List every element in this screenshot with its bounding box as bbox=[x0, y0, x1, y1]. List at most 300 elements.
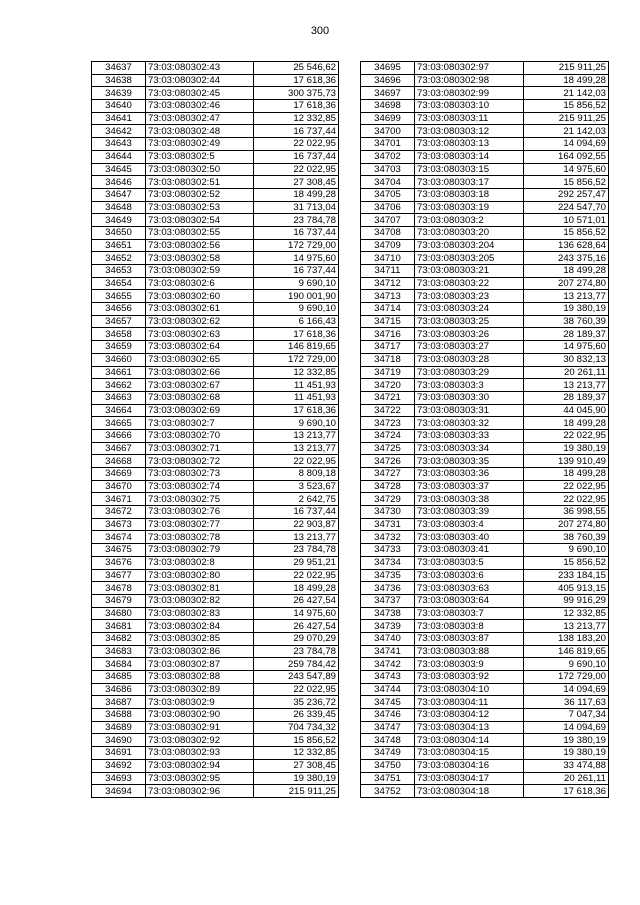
table-row bbox=[361, 468, 609, 481]
table-row bbox=[92, 569, 339, 582]
row-number-cell: 34726 bbox=[361, 455, 415, 468]
table-row bbox=[361, 100, 609, 113]
row-number-cell: 34650 bbox=[92, 226, 146, 239]
row-number-cell: 34673 bbox=[92, 518, 146, 531]
table-row bbox=[361, 290, 609, 303]
value-cell: 13 213,77 bbox=[254, 442, 339, 455]
table-row bbox=[92, 176, 339, 189]
cadastral-number-cell: 73:03:080303:7 bbox=[415, 607, 524, 620]
row-number-cell: 34671 bbox=[92, 493, 146, 506]
table-row bbox=[92, 544, 339, 557]
cadastral-number-cell: 73:03:080302:67 bbox=[146, 379, 254, 392]
row-number-cell: 34686 bbox=[92, 683, 146, 696]
row-number-cell: 34695 bbox=[361, 62, 415, 75]
table-row bbox=[361, 544, 609, 557]
row-number-cell: 34723 bbox=[361, 417, 415, 430]
table-row bbox=[361, 747, 609, 760]
row-number-cell: 34731 bbox=[361, 518, 415, 531]
table-row bbox=[92, 696, 339, 709]
row-number-cell: 34642 bbox=[92, 125, 146, 138]
value-cell: 2 642,75 bbox=[254, 493, 339, 506]
cadastral-number-cell: 73:03:080303:204 bbox=[415, 239, 524, 252]
value-cell: 172 729,00 bbox=[524, 671, 609, 684]
value-cell: 172 729,00 bbox=[254, 239, 339, 252]
table-row bbox=[92, 290, 339, 303]
cadastral-number-cell: 73:03:080302:80 bbox=[146, 569, 254, 582]
cadastral-number-cell: 73:03:080302:44 bbox=[146, 74, 254, 87]
value-cell: 17 618,36 bbox=[254, 100, 339, 113]
value-cell: 18 499,28 bbox=[524, 74, 609, 87]
row-number-cell: 34677 bbox=[92, 569, 146, 582]
value-cell: 215 911,25 bbox=[524, 62, 609, 75]
row-number-cell: 34700 bbox=[361, 125, 415, 138]
row-number-cell: 34647 bbox=[92, 188, 146, 201]
row-number-cell: 34651 bbox=[92, 239, 146, 252]
row-number-cell: 34689 bbox=[92, 721, 146, 734]
value-cell: 9 690,10 bbox=[254, 303, 339, 316]
value-cell: 139 910,49 bbox=[524, 455, 609, 468]
value-cell: 21 142,03 bbox=[524, 125, 609, 138]
row-number-cell: 34697 bbox=[361, 87, 415, 100]
row-number-cell: 34706 bbox=[361, 201, 415, 214]
row-number-cell: 34672 bbox=[92, 506, 146, 519]
value-cell: 207 274,80 bbox=[524, 277, 609, 290]
row-number-cell: 34674 bbox=[92, 531, 146, 544]
cadastral-number-cell: 73:03:080302:47 bbox=[146, 112, 254, 125]
row-number-cell: 34725 bbox=[361, 442, 415, 455]
row-number-cell: 34708 bbox=[361, 226, 415, 239]
row-number-cell: 34710 bbox=[361, 252, 415, 265]
table-row bbox=[361, 328, 609, 341]
row-number-cell: 34701 bbox=[361, 138, 415, 151]
table-row bbox=[361, 353, 609, 366]
table-row bbox=[361, 341, 609, 354]
table-row bbox=[92, 315, 339, 328]
row-number-cell: 34744 bbox=[361, 683, 415, 696]
value-cell: 22 022,95 bbox=[254, 138, 339, 151]
row-number-cell: 34714 bbox=[361, 303, 415, 316]
register-table-left bbox=[91, 61, 339, 798]
cadastral-number-cell: 73:03:080302:93 bbox=[146, 747, 254, 760]
value-cell: 31 713,04 bbox=[254, 201, 339, 214]
cadastral-number-cell: 73:03:080302:88 bbox=[146, 671, 254, 684]
table-row bbox=[92, 556, 339, 569]
value-cell: 19 380,19 bbox=[254, 772, 339, 785]
table-row bbox=[361, 252, 609, 265]
cadastral-number-cell: 73:03:080303:40 bbox=[415, 531, 524, 544]
value-cell: 146 819,65 bbox=[524, 645, 609, 658]
value-cell: 18 499,28 bbox=[524, 265, 609, 278]
cadastral-number-cell: 73:03:080303:19 bbox=[415, 201, 524, 214]
row-number-cell: 34639 bbox=[92, 87, 146, 100]
row-number-cell: 34661 bbox=[92, 366, 146, 379]
value-cell: 14 975,60 bbox=[524, 341, 609, 354]
cadastral-number-cell: 73:03:080303:23 bbox=[415, 290, 524, 303]
value-cell: 16 737,44 bbox=[254, 265, 339, 278]
row-number-cell: 34702 bbox=[361, 150, 415, 163]
table-row bbox=[361, 265, 609, 278]
row-number-cell: 34690 bbox=[92, 734, 146, 747]
value-cell: 36 998,55 bbox=[524, 506, 609, 519]
table-row bbox=[361, 671, 609, 684]
cadastral-number-cell: 73:03:080303:27 bbox=[415, 341, 524, 354]
cadastral-number-cell: 73:03:080303:24 bbox=[415, 303, 524, 316]
value-cell: 16 737,44 bbox=[254, 150, 339, 163]
table-row bbox=[361, 772, 609, 785]
value-cell: 16 737,44 bbox=[254, 226, 339, 239]
value-cell: 207 274,80 bbox=[524, 518, 609, 531]
row-number-cell: 34685 bbox=[92, 671, 146, 684]
table-row bbox=[361, 429, 609, 442]
row-number-cell: 34638 bbox=[92, 74, 146, 87]
cadastral-number-cell: 73:03:080303:32 bbox=[415, 417, 524, 430]
row-number-cell: 34742 bbox=[361, 658, 415, 671]
table-row bbox=[361, 214, 609, 227]
cadastral-number-cell: 73:03:080303:33 bbox=[415, 429, 524, 442]
row-number-cell: 34658 bbox=[92, 328, 146, 341]
value-cell: 11 451,93 bbox=[254, 391, 339, 404]
value-cell: 44 045,90 bbox=[524, 404, 609, 417]
row-number-cell: 34666 bbox=[92, 429, 146, 442]
table-row bbox=[361, 709, 609, 722]
row-number-cell: 34749 bbox=[361, 747, 415, 760]
cadastral-number-cell: 73:03:080302:98 bbox=[415, 74, 524, 87]
cadastral-number-cell: 73:03:080302:81 bbox=[146, 582, 254, 595]
cadastral-number-cell: 73:03:080302:76 bbox=[146, 506, 254, 519]
row-number-cell: 34747 bbox=[361, 721, 415, 734]
table-row bbox=[361, 239, 609, 252]
table-row bbox=[361, 62, 609, 75]
cadastral-number-cell: 73:03:080302:69 bbox=[146, 404, 254, 417]
cadastral-number-cell: 73:03:080302:99 bbox=[415, 87, 524, 100]
cadastral-number-cell: 73:03:080304:12 bbox=[415, 709, 524, 722]
value-cell: 22 022,95 bbox=[524, 493, 609, 506]
value-cell: 704 734,32 bbox=[254, 721, 339, 734]
row-number-cell: 34646 bbox=[92, 176, 146, 189]
table-row bbox=[92, 632, 339, 645]
cadastral-number-cell: 73:03:080303:36 bbox=[415, 468, 524, 481]
table-row bbox=[92, 671, 339, 684]
row-number-cell: 34751 bbox=[361, 772, 415, 785]
row-number-cell: 34652 bbox=[92, 252, 146, 265]
cadastral-number-cell: 73:03:080303:9 bbox=[415, 658, 524, 671]
cadastral-number-cell: 73:03:080302:94 bbox=[146, 759, 254, 772]
row-number-cell: 34703 bbox=[361, 163, 415, 176]
value-cell: 16 737,44 bbox=[254, 506, 339, 519]
table-row bbox=[92, 759, 339, 772]
value-cell: 14 094,69 bbox=[524, 683, 609, 696]
cadastral-number-cell: 73:03:080302:45 bbox=[146, 87, 254, 100]
value-cell: 18 499,28 bbox=[524, 417, 609, 430]
value-cell: 18 499,28 bbox=[254, 582, 339, 595]
value-cell: 28 189,37 bbox=[524, 328, 609, 341]
row-number-cell: 34736 bbox=[361, 582, 415, 595]
value-cell: 19 380,19 bbox=[524, 442, 609, 455]
value-cell: 25 546,62 bbox=[254, 62, 339, 75]
cadastral-number-cell: 73:03:080302:96 bbox=[146, 785, 254, 798]
value-cell: 215 911,25 bbox=[254, 785, 339, 798]
table-row bbox=[92, 734, 339, 747]
table-row bbox=[92, 506, 339, 519]
cadastral-number-cell: 73:03:080304:13 bbox=[415, 721, 524, 734]
row-number-cell: 34713 bbox=[361, 290, 415, 303]
value-cell: 26 427,54 bbox=[254, 620, 339, 633]
table-row bbox=[361, 531, 609, 544]
table-row bbox=[92, 683, 339, 696]
row-number-cell: 34667 bbox=[92, 442, 146, 455]
table-row bbox=[361, 594, 609, 607]
value-cell: 18 499,28 bbox=[524, 468, 609, 481]
value-cell: 38 760,39 bbox=[524, 315, 609, 328]
cadastral-number-cell: 73:03:080302:68 bbox=[146, 391, 254, 404]
table-row bbox=[361, 112, 609, 125]
cadastral-number-cell: 73:03:080302:51 bbox=[146, 176, 254, 189]
row-number-cell: 34681 bbox=[92, 620, 146, 633]
cadastral-number-cell: 73:03:080303:17 bbox=[415, 176, 524, 189]
row-number-cell: 34715 bbox=[361, 315, 415, 328]
row-number-cell: 34745 bbox=[361, 696, 415, 709]
cadastral-number-cell: 73:03:080302:95 bbox=[146, 772, 254, 785]
table-row bbox=[361, 404, 609, 417]
row-number-cell: 34683 bbox=[92, 645, 146, 658]
table-row bbox=[92, 607, 339, 620]
table-row bbox=[361, 366, 609, 379]
cadastral-number-cell: 73:03:080302:9 bbox=[146, 696, 254, 709]
row-number-cell: 34649 bbox=[92, 214, 146, 227]
cadastral-number-cell: 73:03:080303:6 bbox=[415, 569, 524, 582]
value-cell: 292 257,47 bbox=[524, 188, 609, 201]
row-number-cell: 34724 bbox=[361, 429, 415, 442]
table-row bbox=[361, 417, 609, 430]
value-cell: 13 213,77 bbox=[254, 429, 339, 442]
row-number-cell: 34735 bbox=[361, 569, 415, 582]
value-cell: 20 261,11 bbox=[524, 366, 609, 379]
value-cell: 28 189,37 bbox=[524, 391, 609, 404]
value-cell: 190 001,90 bbox=[254, 290, 339, 303]
table-row bbox=[92, 277, 339, 290]
row-number-cell: 34682 bbox=[92, 632, 146, 645]
table-row bbox=[361, 480, 609, 493]
row-number-cell: 34737 bbox=[361, 594, 415, 607]
value-cell: 17 618,36 bbox=[524, 785, 609, 798]
value-cell: 38 760,39 bbox=[524, 531, 609, 544]
table-row bbox=[92, 468, 339, 481]
cadastral-number-cell: 73:03:080303:88 bbox=[415, 645, 524, 658]
table-row bbox=[361, 734, 609, 747]
cadastral-number-cell: 73:03:080304:16 bbox=[415, 759, 524, 772]
cadastral-number-cell: 73:03:080303:21 bbox=[415, 265, 524, 278]
table-row bbox=[361, 721, 609, 734]
table-row bbox=[92, 328, 339, 341]
value-cell: 27 308,45 bbox=[254, 759, 339, 772]
value-cell: 12 332,85 bbox=[254, 366, 339, 379]
row-number-cell: 34711 bbox=[361, 265, 415, 278]
value-cell: 16 737,44 bbox=[254, 125, 339, 138]
table-row bbox=[92, 747, 339, 760]
row-number-cell: 34716 bbox=[361, 328, 415, 341]
value-cell: 29 070,29 bbox=[254, 632, 339, 645]
value-cell: 12 332,85 bbox=[524, 607, 609, 620]
row-number-cell: 34675 bbox=[92, 544, 146, 557]
value-cell: 20 261,11 bbox=[524, 772, 609, 785]
value-cell: 146 819,65 bbox=[254, 341, 339, 354]
value-cell: 14 975,60 bbox=[254, 252, 339, 265]
value-cell: 164 092,55 bbox=[524, 150, 609, 163]
table-row bbox=[92, 493, 339, 506]
cadastral-number-cell: 73:03:080302:54 bbox=[146, 214, 254, 227]
value-cell: 23 784,78 bbox=[254, 544, 339, 557]
table-row bbox=[361, 391, 609, 404]
cadastral-number-cell: 73:03:080303:29 bbox=[415, 366, 524, 379]
table-row bbox=[92, 112, 339, 125]
row-number-cell: 34732 bbox=[361, 531, 415, 544]
table-row bbox=[92, 341, 339, 354]
row-number-cell: 34692 bbox=[92, 759, 146, 772]
cadastral-number-cell: 73:03:080304:15 bbox=[415, 747, 524, 760]
value-cell: 405 913,15 bbox=[524, 582, 609, 595]
table-row bbox=[361, 201, 609, 214]
row-number-cell: 34687 bbox=[92, 696, 146, 709]
row-number-cell: 34691 bbox=[92, 747, 146, 760]
row-number-cell: 34696 bbox=[361, 74, 415, 87]
cadastral-number-cell: 73:03:080302:62 bbox=[146, 315, 254, 328]
cadastral-number-cell: 73:03:080302:90 bbox=[146, 709, 254, 722]
cadastral-number-cell: 73:03:080303:4 bbox=[415, 518, 524, 531]
table-row bbox=[92, 531, 339, 544]
cadastral-number-cell: 73:03:080303:2 bbox=[415, 214, 524, 227]
value-cell: 13 213,77 bbox=[524, 379, 609, 392]
table-row bbox=[361, 632, 609, 645]
row-number-cell: 34728 bbox=[361, 480, 415, 493]
table-row bbox=[361, 759, 609, 772]
row-number-cell: 34750 bbox=[361, 759, 415, 772]
cadastral-number-cell: 73:03:080303:26 bbox=[415, 328, 524, 341]
table-row bbox=[361, 226, 609, 239]
cadastral-number-cell: 73:03:080302:79 bbox=[146, 544, 254, 557]
cadastral-number-cell: 73:03:080303:12 bbox=[415, 125, 524, 138]
row-number-cell: 34644 bbox=[92, 150, 146, 163]
table-row bbox=[92, 455, 339, 468]
value-cell: 36 117,63 bbox=[524, 696, 609, 709]
table-row bbox=[361, 125, 609, 138]
row-number-cell: 34730 bbox=[361, 506, 415, 519]
cadastral-number-cell: 73:03:080304:17 bbox=[415, 772, 524, 785]
row-number-cell: 34670 bbox=[92, 480, 146, 493]
table-row bbox=[92, 594, 339, 607]
table-row bbox=[361, 518, 609, 531]
row-number-cell: 34719 bbox=[361, 366, 415, 379]
row-number-cell: 34645 bbox=[92, 163, 146, 176]
table-row bbox=[361, 188, 609, 201]
cadastral-number-cell: 73:03:080302:61 bbox=[146, 303, 254, 316]
table-row bbox=[361, 607, 609, 620]
row-number-cell: 34656 bbox=[92, 303, 146, 316]
value-cell: 22 022,95 bbox=[524, 480, 609, 493]
value-cell: 29 951,21 bbox=[254, 556, 339, 569]
row-number-cell: 34669 bbox=[92, 468, 146, 481]
cadastral-number-cell: 73:03:080303:8 bbox=[415, 620, 524, 633]
row-number-cell: 34727 bbox=[361, 468, 415, 481]
row-number-cell: 34676 bbox=[92, 556, 146, 569]
row-number-cell: 34641 bbox=[92, 112, 146, 125]
table-row bbox=[92, 226, 339, 239]
table-row bbox=[361, 696, 609, 709]
row-number-cell: 34643 bbox=[92, 138, 146, 151]
row-number-cell: 34668 bbox=[92, 455, 146, 468]
value-cell: 9 690,10 bbox=[524, 658, 609, 671]
table-row bbox=[92, 429, 339, 442]
value-cell: 22 022,95 bbox=[524, 429, 609, 442]
table-row bbox=[361, 569, 609, 582]
cadastral-number-cell: 73:03:080302:58 bbox=[146, 252, 254, 265]
cadastral-number-cell: 73:03:080302:85 bbox=[146, 632, 254, 645]
cadastral-number-cell: 73:03:080302:65 bbox=[146, 353, 254, 366]
cadastral-number-cell: 73:03:080302:46 bbox=[146, 100, 254, 113]
row-number-cell: 34721 bbox=[361, 391, 415, 404]
table-row bbox=[361, 176, 609, 189]
table-row bbox=[92, 353, 339, 366]
table-row bbox=[92, 709, 339, 722]
cadastral-number-cell: 73:03:080304:10 bbox=[415, 683, 524, 696]
cadastral-number-cell: 73:03:080302:60 bbox=[146, 290, 254, 303]
row-number-cell: 34680 bbox=[92, 607, 146, 620]
cadastral-number-cell: 73:03:080302:63 bbox=[146, 328, 254, 341]
row-number-cell: 34699 bbox=[361, 112, 415, 125]
cadastral-number-cell: 73:03:080304:18 bbox=[415, 785, 524, 798]
table-row bbox=[361, 658, 609, 671]
value-cell: 15 856,52 bbox=[524, 226, 609, 239]
table-row bbox=[361, 455, 609, 468]
table-row bbox=[92, 772, 339, 785]
cadastral-number-cell: 73:03:080303:10 bbox=[415, 100, 524, 113]
cadastral-number-cell: 73:03:080302:77 bbox=[146, 518, 254, 531]
row-number-cell: 34654 bbox=[92, 277, 146, 290]
row-number-cell: 34659 bbox=[92, 341, 146, 354]
table-row bbox=[92, 252, 339, 265]
cadastral-number-cell: 73:03:080302:8 bbox=[146, 556, 254, 569]
value-cell: 15 856,52 bbox=[524, 176, 609, 189]
row-number-cell: 34648 bbox=[92, 201, 146, 214]
cadastral-number-cell: 73:03:080303:11 bbox=[415, 112, 524, 125]
cadastral-number-cell: 73:03:080303:38 bbox=[415, 493, 524, 506]
row-number-cell: 34640 bbox=[92, 100, 146, 113]
value-cell: 26 427,54 bbox=[254, 594, 339, 607]
value-cell: 14 975,60 bbox=[254, 607, 339, 620]
value-cell: 27 308,45 bbox=[254, 176, 339, 189]
table-row bbox=[361, 150, 609, 163]
value-cell: 138 183,20 bbox=[524, 632, 609, 645]
table-row bbox=[361, 506, 609, 519]
cadastral-number-cell: 73:03:080303:20 bbox=[415, 226, 524, 239]
cadastral-number-cell: 73:03:080302:66 bbox=[146, 366, 254, 379]
row-number-cell: 34712 bbox=[361, 277, 415, 290]
cadastral-number-cell: 73:03:080302:72 bbox=[146, 455, 254, 468]
cadastral-number-cell: 73:03:080303:18 bbox=[415, 188, 524, 201]
row-number-cell: 34748 bbox=[361, 734, 415, 747]
table-row bbox=[92, 214, 339, 227]
table-row bbox=[92, 265, 339, 278]
value-cell: 9 690,10 bbox=[254, 277, 339, 290]
row-number-cell: 34693 bbox=[92, 772, 146, 785]
cadastral-number-cell: 73:03:080303:63 bbox=[415, 582, 524, 595]
row-number-cell: 34734 bbox=[361, 556, 415, 569]
row-number-cell: 34678 bbox=[92, 582, 146, 595]
cadastral-number-cell: 73:03:080303:35 bbox=[415, 455, 524, 468]
table-row bbox=[361, 683, 609, 696]
table-row bbox=[92, 74, 339, 87]
cadastral-number-cell: 73:03:080302:53 bbox=[146, 201, 254, 214]
value-cell: 8 809,18 bbox=[254, 468, 339, 481]
